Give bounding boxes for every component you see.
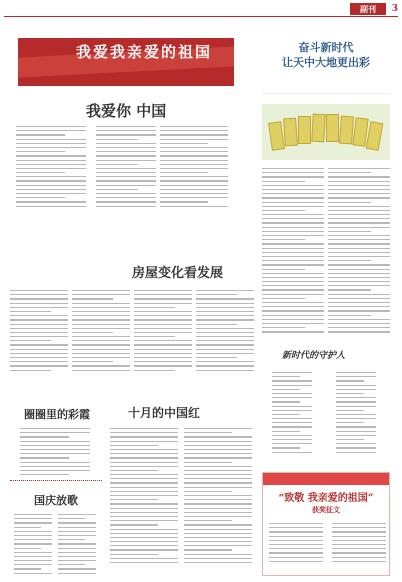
article-body-love-china-col2 <box>96 126 156 210</box>
certificate-image <box>311 114 325 143</box>
notice-header <box>263 473 389 485</box>
feature-title-line2: 让天中大地更出彩 <box>282 56 370 69</box>
feature-body-col1 <box>262 168 324 336</box>
certificate-image <box>268 121 285 151</box>
article-body-circles <box>20 428 90 478</box>
feature-title-block <box>262 40 390 94</box>
page-number: 3 <box>391 4 398 14</box>
article-body-national-day-col2 <box>58 514 96 577</box>
winners-list-col1 <box>269 523 323 565</box>
feature-title-line1: 奋斗新时代 <box>298 41 354 54</box>
article-body-love-china-col1 <box>16 126 86 210</box>
heading-circles: 圈圈里的彩霞 <box>24 408 90 421</box>
column-banner <box>18 38 234 86</box>
feature-body-col2 <box>328 168 390 336</box>
masthead <box>4 3 398 17</box>
certificate-image <box>283 118 298 147</box>
essay-contest-notice <box>262 472 390 576</box>
article-body-national-day-col1 <box>14 514 52 577</box>
winners-list-col2 <box>332 523 386 565</box>
article-body-housing-col4 <box>196 290 254 374</box>
certificate-image <box>339 116 354 145</box>
heading-national-day: 国庆放歌 <box>34 494 78 507</box>
heading-october-red: 十月的中国红 <box>128 406 201 420</box>
article-body-housing-col3 <box>134 290 192 374</box>
article-body-housing-col2 <box>72 290 130 374</box>
certificate-image <box>366 121 384 151</box>
poem-body-guardian-col1 <box>272 372 312 456</box>
heading-housing: 房屋变化看发展 <box>132 266 224 281</box>
notice-title: “致敬 我亲爱的祖国” <box>278 493 374 504</box>
certificate-image <box>298 116 311 144</box>
heading-guardian: 新时代的守护人 <box>282 351 346 361</box>
certificate-image <box>326 114 339 142</box>
notice-subtitle: 获奖征文 <box>312 505 340 514</box>
section-badge: 副刊 <box>350 3 386 15</box>
article-body-love-china-col3 <box>160 126 228 210</box>
article-body-housing-col1 <box>10 290 68 374</box>
section-divider <box>10 480 102 486</box>
poem-body-guardian-col2 <box>336 372 376 456</box>
certificates-photo <box>262 104 390 160</box>
heading-love-china: 我爱你 中国 <box>86 102 167 120</box>
banner-title: 我爱我亲爱的祖国 <box>76 43 213 61</box>
article-body-october-red-col2 <box>184 428 252 566</box>
article-body-october-red-col1 <box>110 428 178 566</box>
